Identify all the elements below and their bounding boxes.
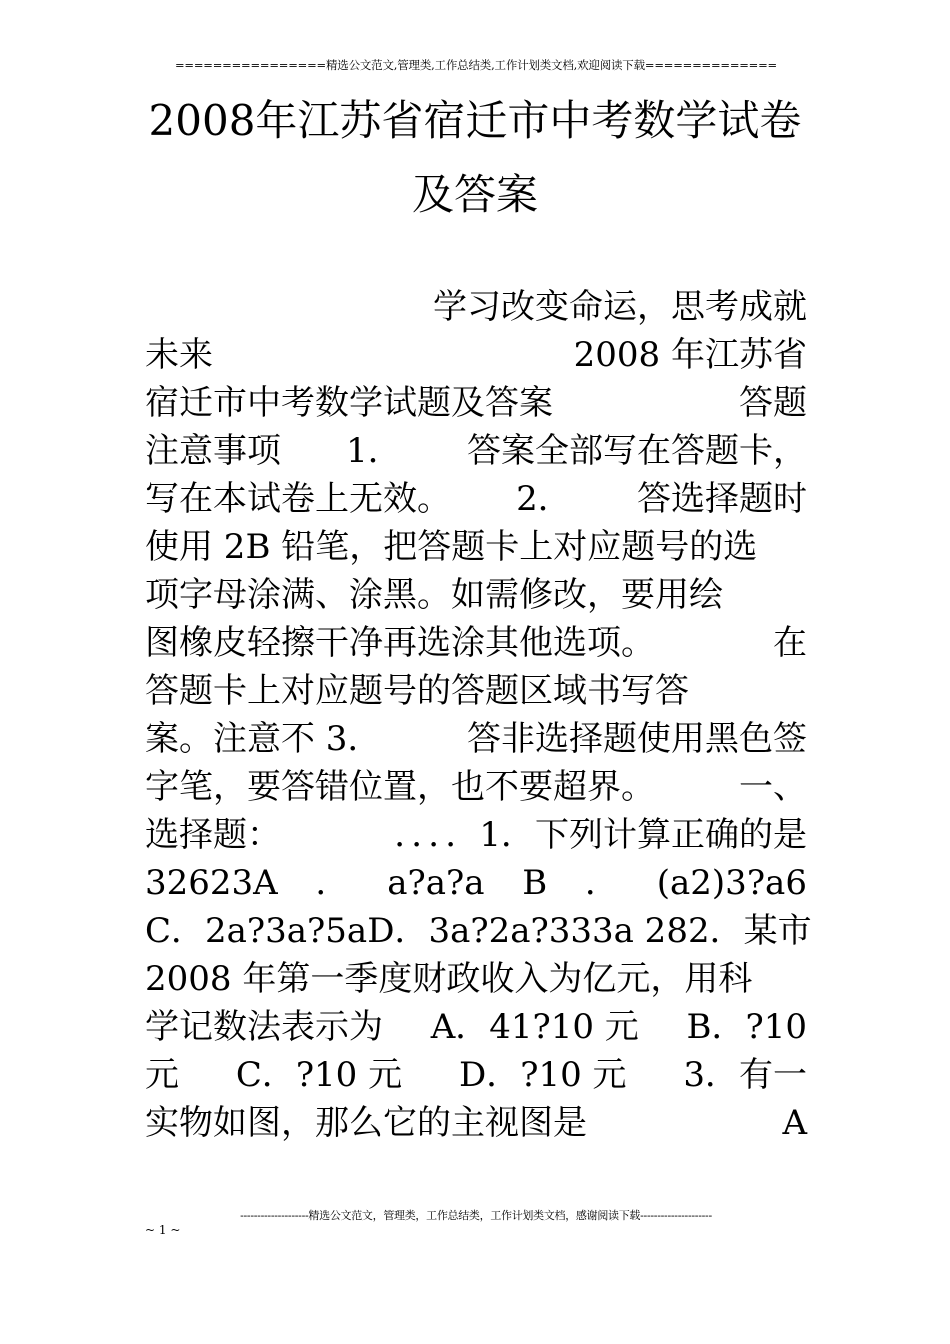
- text-segment: 使用 2B 铅笔，把答题卡上对应题号的选: [145, 527, 758, 567]
- text-segment: A．41?10 元: [430, 1007, 639, 1047]
- text-line: [145, 379, 807, 427]
- text-segment: 元: [145, 1055, 179, 1095]
- text-segment: ．: [315, 863, 350, 903]
- text-segment: 宿迁市中考数学试题及答案: [145, 383, 553, 423]
- text-segment: C．?10 元: [235, 1055, 403, 1095]
- page-number: ~ 1 ~: [145, 1223, 181, 1237]
- text-segment: ．．．．1．下列计算正确的是: [394, 815, 807, 855]
- text-segment: 2008 年江苏省: [573, 335, 807, 375]
- text-segment: 案。注意不 3．: [145, 719, 382, 759]
- text-segment: ．: [585, 863, 619, 903]
- text-segment: 写在本试卷上无效。: [145, 479, 451, 519]
- text-line: [145, 811, 807, 859]
- text-segment: 答选择题时: [636, 479, 807, 519]
- text-line: [145, 283, 807, 331]
- text-segment: C．2a?3a?5a: [145, 911, 368, 951]
- text-segment: 2．: [516, 479, 572, 519]
- text-segment: A: [782, 1103, 807, 1143]
- text-line: [145, 1003, 807, 1051]
- text-line: [145, 955, 807, 1003]
- text-segment: B．?10: [686, 1007, 807, 1047]
- text-line: [145, 331, 807, 379]
- text-segment: 答题卡上对应题号的答题区域书写答: [145, 671, 689, 711]
- document-title: 2008年江苏省宿迁市中考数学试卷: [148, 96, 802, 145]
- text-line: [145, 907, 812, 955]
- text-segment: D．?10 元: [458, 1055, 627, 1095]
- text-segment: B: [522, 863, 548, 903]
- text-line: [145, 859, 807, 907]
- text-line: [145, 1099, 807, 1147]
- text-segment: 字笔，要答错位置，也不要超界。: [145, 767, 655, 807]
- text-segment: 32623A: [145, 863, 278, 903]
- text-segment: 选择题：: [145, 815, 281, 855]
- text-segment: 答题: [739, 383, 807, 423]
- text-segment: a?a?a: [387, 863, 485, 903]
- body-text: [145, 283, 812, 1147]
- text-segment: 一、: [739, 767, 807, 807]
- text-segment: 未来: [145, 335, 213, 375]
- text-line: [145, 763, 807, 811]
- text-line: [145, 523, 807, 571]
- text-segment: 注意事项: [145, 431, 281, 471]
- text-line: [145, 1051, 807, 1099]
- text-segment: 1．: [346, 431, 402, 471]
- text-line: [145, 715, 807, 763]
- text-segment: 项字母涂满、涂黑。如需修改，要用绘: [145, 575, 723, 615]
- text-segment: 在: [773, 623, 807, 663]
- text-segment: 实物如图，那么它的主视图是: [145, 1103, 587, 1143]
- text-segment: 3．有一: [683, 1055, 807, 1095]
- text-line: [145, 475, 807, 523]
- text-line: [145, 619, 807, 667]
- text-line: [145, 667, 807, 715]
- text-segment: 学习改变命运，思考成就: [433, 287, 807, 327]
- text-segment: 答非选择题使用黑色签: [467, 719, 807, 759]
- header-banner: ================精选公文范文,管理类,工作总结类,工作计划类文档,欢迎阅读下载==============: [175, 58, 777, 72]
- document-title-continued: 及答案: [411, 170, 538, 219]
- text-segment: D．3a?2a?333a 282．某市: [367, 911, 812, 951]
- text-segment: 答案全部写在答题卡，: [466, 431, 807, 471]
- text-line: [145, 571, 807, 619]
- text-line: [145, 427, 807, 475]
- text-segment: 2008 年第一季度财政收入为亿元，用科: [145, 959, 753, 999]
- text-segment: 图橡皮轻擦干净再选涂其他选项。: [145, 623, 655, 663]
- text-segment: (a2)3?a6: [656, 863, 807, 903]
- text-segment: 学记数法表示为: [145, 1007, 383, 1047]
- footer-banner: --------------------精选公文范文，管理类，工作总结类，工作计划类文档，感谢阅读下载---------------------: [240, 1209, 712, 1222]
